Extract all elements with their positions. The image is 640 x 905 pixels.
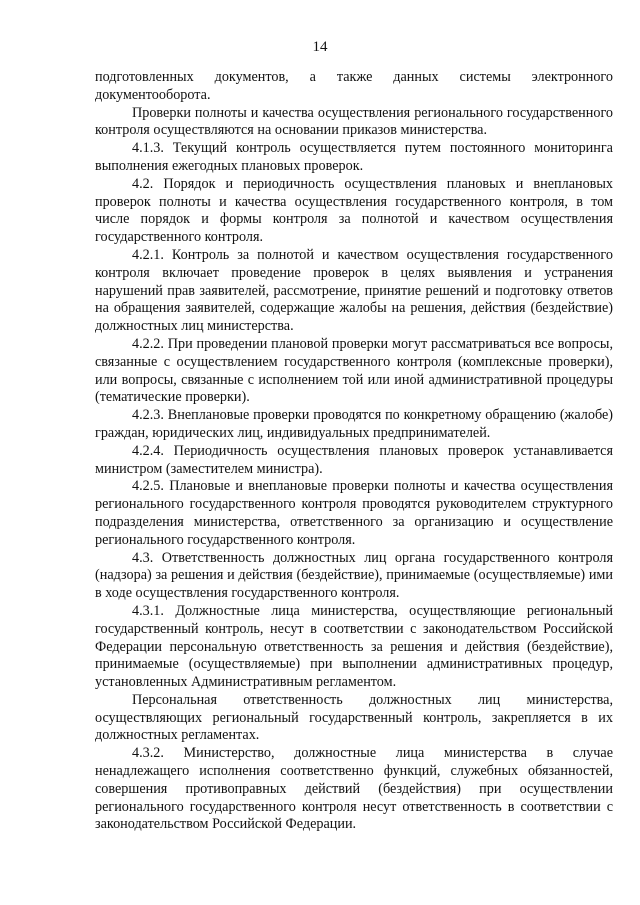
paragraph-personal-responsibility: Персональная ответственность должностных лиц министерства, осуществляющих региональный государственный контроль, закрепляется в их должностных регламентах. bbox=[95, 691, 613, 744]
paragraph-4-2: 4.2. Порядок и периодичность осуществления плановых и внеплановых проверок полноты и качества осуществления государственного контроля, в том числе порядок и формы контроля за полнотой и качеством осуществления государственного контроля. bbox=[95, 175, 613, 246]
paragraph-4-2-3: 4.2.3. Внеплановые проверки проводятся по конкретному обращению (жалобе) граждан, юридических лиц, индивидуальных предпринимателей. bbox=[95, 407, 613, 441]
paragraph-4-3-2: 4.3.2. Министерство, должностные лица министерства в случае ненадлежащего исполнения соответственно функций, служебных обязанностей, совершения противоправных действий (бездействия) при осуществлении регионального государственного контроля несут ответственность в соответствии с законодательством Российской Федерации. bbox=[95, 745, 613, 833]
paragraph-4-1-3: 4.1.3. Текущий контроль осуществляется путем постоянного мониторинга выполнения ежегодных плановых проверок. bbox=[95, 140, 613, 174]
paragraph-4-2-4: 4.2.4. Периодичность осуществления плановых проверок устанавливается министром (заместителем министра). bbox=[95, 442, 613, 477]
paragraph-4-2-2: 4.2.2. При проведении плановой проверки могут рассматриваться все вопросы, связанные с осуществлением государственного контроля (комплексные проверки), или вопросы, связанные с исполнением той или иной административной процедуры (тематические проверки). bbox=[95, 335, 613, 406]
page-number: 14 bbox=[312, 39, 328, 55]
document-body bbox=[95, 69, 613, 834]
paragraph-4-2-1: 4.2.1. Контроль за полнотой и качеством осуществления государственного контроля включает проведение проверок в целях выявления и устранения нарушений прав заявителей, рассмотрение, принятие решений и подготовку ответов на обращения заявителей, содержащие жалобы на решения, действия (бездействие) должностных лиц министерства. bbox=[95, 246, 613, 335]
paragraph-4-3-1: 4.3.1. Должностные лица министерства, осуществляющие региональный государственный контроль, несут в соответствии с законодательством Российской Федерации персональную ответственность за решения и действия (бездействие), принимаемые (осуществляемые) при выполнении административных процедур, установленных Административным регламентом. bbox=[95, 602, 613, 691]
paragraph-4-3: 4.3. Ответственность должностных лиц органа государственного контроля (надзора) за решения и действия (бездействие), принимаемые (осуществляемые) ими в ходе осуществления государственного контроля. bbox=[95, 549, 613, 602]
paragraph-4-2-5: 4.2.5. Плановые и внеплановые проверки полноты и качества осуществления регионального государственного контроля проводятся руководителем структурного подразделения министерства, ответственного за организацию и осуществление регионального государственного контроля. bbox=[95, 478, 613, 548]
paragraph-continuation: подготовленных документов, а также данных системы электронного документооборота. bbox=[95, 69, 613, 103]
paragraph-review-basis: Проверки полноты и качества осуществления регионального государственного контроля осуществляются на основании приказов министерства. bbox=[95, 104, 613, 139]
